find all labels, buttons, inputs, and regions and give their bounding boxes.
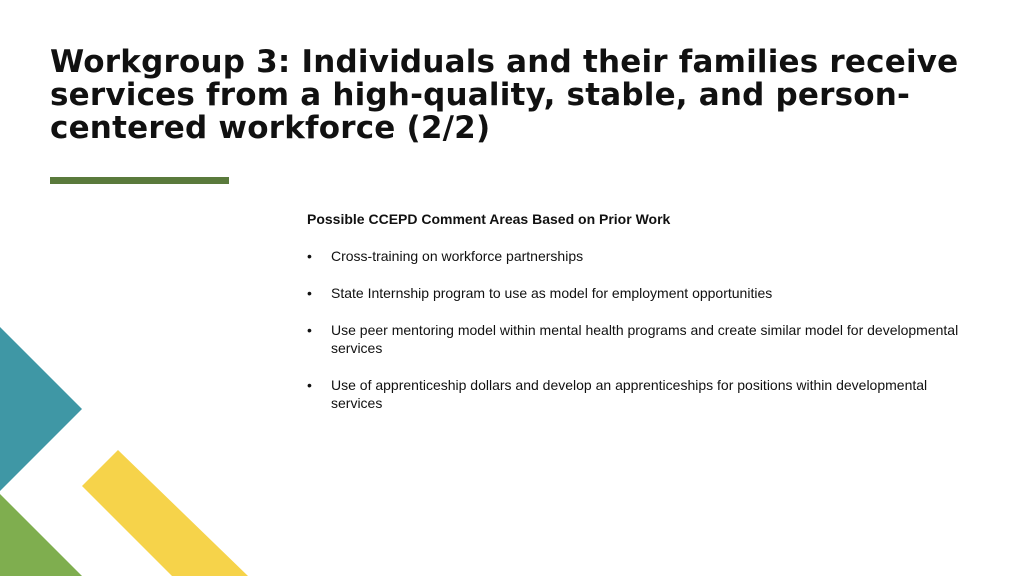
list-item-text: Use peer mentoring model within mental health programs and create similar model for developmental services: [331, 322, 959, 356]
bullet-list: [307, 247, 967, 412]
list-item: [307, 376, 967, 412]
bullet-icon: •: [307, 285, 312, 301]
bullet-icon: •: [307, 322, 312, 338]
yellow-stripe-shape: [82, 450, 248, 576]
list-item-text: Cross-training on workforce partnerships: [331, 248, 584, 264]
section-heading: Possible CCEPD Comment Areas Based on Prior Work: [307, 211, 671, 227]
list-item-text: Use of apprenticeship dollars and develop an apprenticeships for positions within developmental services: [331, 377, 928, 411]
list-item: [307, 321, 967, 357]
bullet-icon: •: [307, 377, 312, 393]
content-area: [307, 210, 967, 431]
list-item: [307, 284, 967, 302]
teal-triangle-shape: [0, 327, 82, 491]
bullet-icon: •: [307, 248, 312, 264]
green-triangle-shape: [0, 494, 82, 576]
title-accent-bar: [50, 177, 229, 184]
list-item: [307, 247, 967, 265]
list-item-text: State Internship program to use as model for employment opportunities: [331, 285, 773, 301]
slide-title: Workgroup 3: Individuals and their families receive services from a high-quality, stable, and person-centered workforce (2/2): [50, 44, 959, 146]
decorative-shapes: [0, 300, 260, 576]
